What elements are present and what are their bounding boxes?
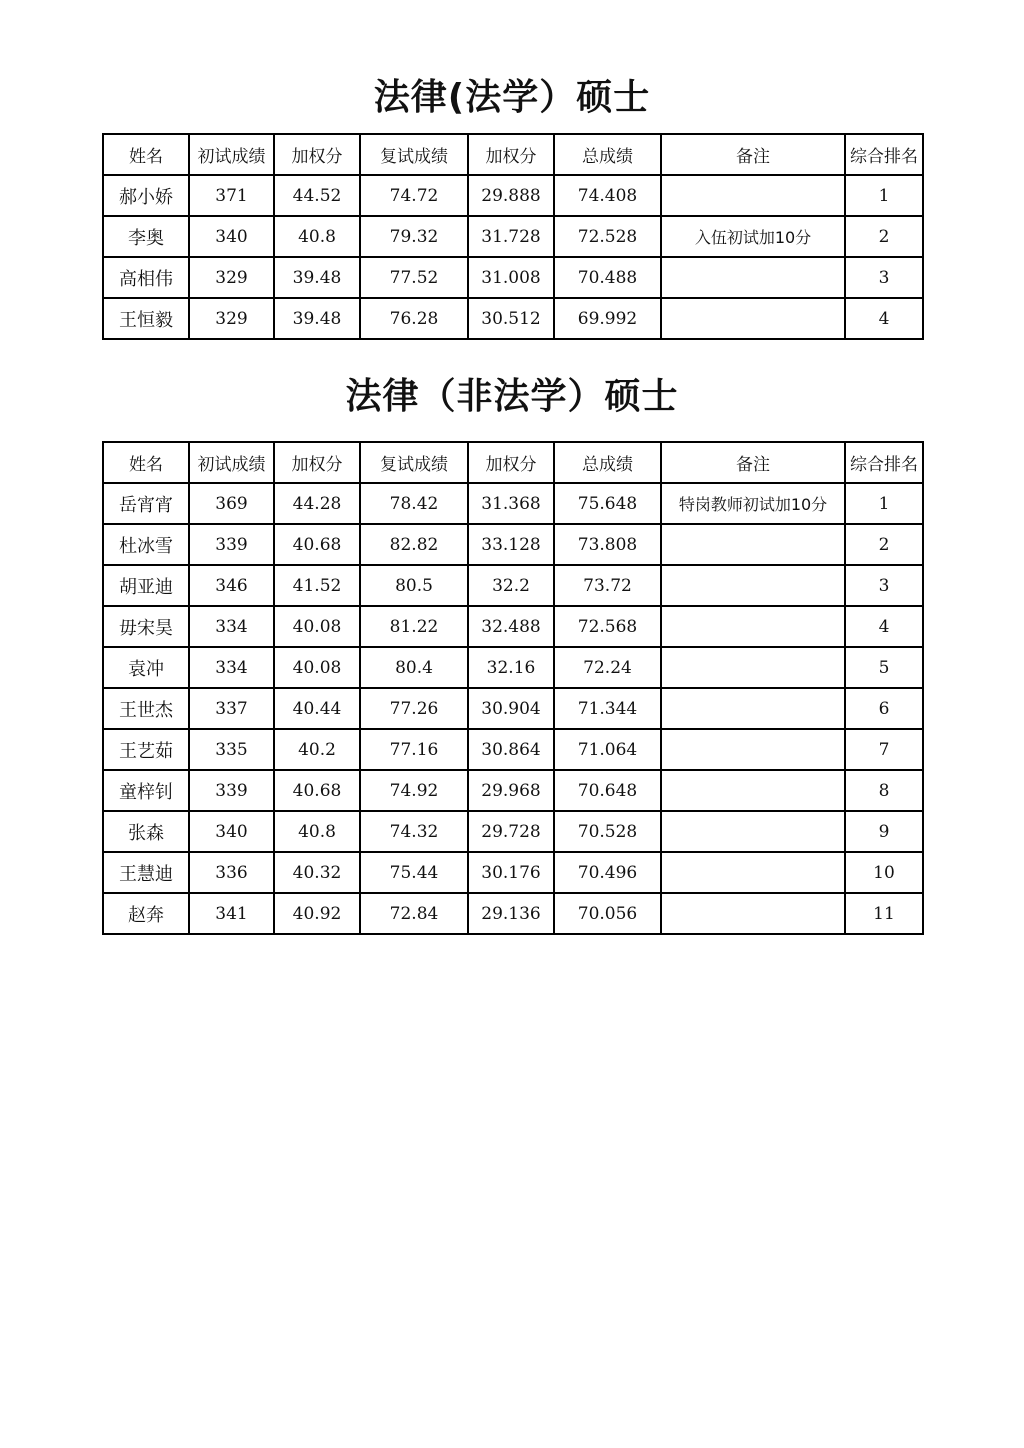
- results-table-law-non-jurisprudence: [102, 441, 924, 935]
- retest-score-cell: 77.26: [360, 688, 468, 729]
- note-cell: 入伍初试加10分: [661, 216, 845, 257]
- name-cell: 杜冰雪: [103, 524, 189, 565]
- header-name: 姓名: [103, 442, 189, 483]
- header-name: 姓名: [103, 134, 189, 175]
- retest-weighted-cell: 32.2: [468, 565, 554, 606]
- note-cell: 特岗教师初试加10分: [661, 483, 845, 524]
- table-row: [103, 298, 923, 339]
- section-title-law-jurisprudence: 法律(法学）硕士: [373, 77, 651, 118]
- rank-cell: 3: [845, 565, 923, 606]
- retest-score-cell: 75.44: [360, 852, 468, 893]
- rank-cell: 5: [845, 647, 923, 688]
- prelim-weighted-cell: 44.52: [274, 175, 360, 216]
- retest-weighted-cell: 32.488: [468, 606, 554, 647]
- prelim-score-cell: 369: [189, 483, 274, 524]
- section-title-law-non-jurisprudence: 法律（非法学）硕士: [345, 376, 679, 417]
- total-score-cell: 75.648: [554, 483, 661, 524]
- prelim-weighted-cell: 40.8: [274, 216, 360, 257]
- note-cell: [661, 257, 845, 298]
- prelim-weighted-cell: 40.32: [274, 852, 360, 893]
- table-row: [103, 893, 923, 934]
- header-retest-score: 复试成绩: [360, 134, 468, 175]
- header-overall-rank: 综合排名: [845, 134, 923, 175]
- retest-weighted-cell: 30.176: [468, 852, 554, 893]
- header-retest-weighted: 加权分: [468, 442, 554, 483]
- name-cell: 胡亚迪: [103, 565, 189, 606]
- prelim-weighted-cell: 40.08: [274, 647, 360, 688]
- prelim-score-cell: 340: [189, 811, 274, 852]
- total-score-cell: 74.408: [554, 175, 661, 216]
- retest-weighted-cell: 30.864: [468, 729, 554, 770]
- retest-score-cell: 81.22: [360, 606, 468, 647]
- name-cell: 高相伟: [103, 257, 189, 298]
- prelim-score-cell: 329: [189, 298, 274, 339]
- table-row: [103, 483, 923, 524]
- header-prelim-weighted: 加权分: [274, 134, 360, 175]
- prelim-score-cell: 341: [189, 893, 274, 934]
- prelim-score-cell: 334: [189, 606, 274, 647]
- header-prelim-weighted: 加权分: [274, 442, 360, 483]
- retest-score-cell: 78.42: [360, 483, 468, 524]
- retest-weighted-cell: 31.728: [468, 216, 554, 257]
- header-prelim-score: 初试成绩: [189, 442, 274, 483]
- name-cell: 王恒毅: [103, 298, 189, 339]
- header-prelim-score: 初试成绩: [189, 134, 274, 175]
- retest-score-cell: 82.82: [360, 524, 468, 565]
- prelim-weighted-cell: 39.48: [274, 257, 360, 298]
- rank-cell: 7: [845, 729, 923, 770]
- retest-weighted-cell: 32.16: [468, 647, 554, 688]
- header-retest-score: 复试成绩: [360, 442, 468, 483]
- retest-score-cell: 77.16: [360, 729, 468, 770]
- prelim-score-cell: 335: [189, 729, 274, 770]
- prelim-weighted-cell: 40.44: [274, 688, 360, 729]
- prelim-score-cell: 336: [189, 852, 274, 893]
- name-cell: 王世杰: [103, 688, 189, 729]
- header-total-score: 总成绩: [554, 134, 661, 175]
- retest-weighted-cell: 29.136: [468, 893, 554, 934]
- total-score-cell: 71.344: [554, 688, 661, 729]
- total-score-cell: 71.064: [554, 729, 661, 770]
- retest-score-cell: 77.52: [360, 257, 468, 298]
- total-score-cell: 73.72: [554, 565, 661, 606]
- prelim-weighted-cell: 40.08: [274, 606, 360, 647]
- note-cell: [661, 893, 845, 934]
- name-cell: 郝小娇: [103, 175, 189, 216]
- prelim-score-cell: 337: [189, 688, 274, 729]
- table-row: [103, 524, 923, 565]
- retest-weighted-cell: 29.888: [468, 175, 554, 216]
- table-row: [103, 729, 923, 770]
- rank-cell: 3: [845, 257, 923, 298]
- total-score-cell: 72.24: [554, 647, 661, 688]
- table-row: [103, 811, 923, 852]
- table-header-row: [103, 134, 923, 175]
- table-row: [103, 852, 923, 893]
- name-cell: 王艺茹: [103, 729, 189, 770]
- total-score-cell: 70.496: [554, 852, 661, 893]
- header-retest-weighted: 加权分: [468, 134, 554, 175]
- total-score-cell: 70.056: [554, 893, 661, 934]
- note-cell: [661, 606, 845, 647]
- prelim-weighted-cell: 40.68: [274, 524, 360, 565]
- table-row: [103, 770, 923, 811]
- total-score-cell: 73.808: [554, 524, 661, 565]
- rank-cell: 2: [845, 524, 923, 565]
- prelim-score-cell: 339: [189, 524, 274, 565]
- rank-cell: 2: [845, 216, 923, 257]
- rank-cell: 4: [845, 298, 923, 339]
- rank-cell: 6: [845, 688, 923, 729]
- prelim-weighted-cell: 39.48: [274, 298, 360, 339]
- retest-weighted-cell: 33.128: [468, 524, 554, 565]
- rank-cell: 10: [845, 852, 923, 893]
- name-cell: 袁冲: [103, 647, 189, 688]
- prelim-weighted-cell: 40.2: [274, 729, 360, 770]
- retest-score-cell: 74.92: [360, 770, 468, 811]
- note-cell: [661, 565, 845, 606]
- prelim-weighted-cell: 44.28: [274, 483, 360, 524]
- table-row: [103, 606, 923, 647]
- note-cell: [661, 811, 845, 852]
- rank-cell: 8: [845, 770, 923, 811]
- total-score-cell: 70.528: [554, 811, 661, 852]
- prelim-weighted-cell: 40.92: [274, 893, 360, 934]
- name-cell: 王慧迪: [103, 852, 189, 893]
- table-row: [103, 688, 923, 729]
- retest-score-cell: 80.5: [360, 565, 468, 606]
- table-row: [103, 565, 923, 606]
- note-cell: [661, 852, 845, 893]
- retest-score-cell: 80.4: [360, 647, 468, 688]
- rank-cell: 1: [845, 483, 923, 524]
- rank-cell: 9: [845, 811, 923, 852]
- table-header-row: [103, 442, 923, 483]
- note-cell: [661, 729, 845, 770]
- table-row: [103, 175, 923, 216]
- note-cell: [661, 298, 845, 339]
- name-cell: 毋宋昊: [103, 606, 189, 647]
- retest-weighted-cell: 30.904: [468, 688, 554, 729]
- table-row: [103, 647, 923, 688]
- prelim-score-cell: 329: [189, 257, 274, 298]
- rank-cell: 4: [845, 606, 923, 647]
- prelim-weighted-cell: 41.52: [274, 565, 360, 606]
- name-cell: 李奥: [103, 216, 189, 257]
- header-note: 备注: [661, 134, 845, 175]
- header-note: 备注: [661, 442, 845, 483]
- name-cell: 童梓钊: [103, 770, 189, 811]
- retest-score-cell: 74.72: [360, 175, 468, 216]
- note-cell: [661, 688, 845, 729]
- retest-weighted-cell: 29.728: [468, 811, 554, 852]
- retest-weighted-cell: 31.368: [468, 483, 554, 524]
- note-cell: [661, 175, 845, 216]
- note-cell: [661, 647, 845, 688]
- prelim-score-cell: 340: [189, 216, 274, 257]
- total-score-cell: 70.648: [554, 770, 661, 811]
- header-total-score: 总成绩: [554, 442, 661, 483]
- name-cell: 岳宵宵: [103, 483, 189, 524]
- total-score-cell: 70.488: [554, 257, 661, 298]
- note-cell: [661, 770, 845, 811]
- prelim-score-cell: 346: [189, 565, 274, 606]
- retest-weighted-cell: 29.968: [468, 770, 554, 811]
- results-table-law-jurisprudence: [102, 133, 924, 340]
- name-cell: 赵奔: [103, 893, 189, 934]
- table-row: [103, 257, 923, 298]
- total-score-cell: 72.528: [554, 216, 661, 257]
- retest-score-cell: 79.32: [360, 216, 468, 257]
- total-score-cell: 72.568: [554, 606, 661, 647]
- note-cell: [661, 524, 845, 565]
- header-overall-rank: 综合排名: [845, 442, 923, 483]
- prelim-score-cell: 334: [189, 647, 274, 688]
- total-score-cell: 69.992: [554, 298, 661, 339]
- retest-weighted-cell: 31.008: [468, 257, 554, 298]
- retest-score-cell: 76.28: [360, 298, 468, 339]
- retest-weighted-cell: 30.512: [468, 298, 554, 339]
- retest-score-cell: 74.32: [360, 811, 468, 852]
- rank-cell: 1: [845, 175, 923, 216]
- rank-cell: 11: [845, 893, 923, 934]
- prelim-weighted-cell: 40.68: [274, 770, 360, 811]
- table-row: [103, 216, 923, 257]
- prelim-score-cell: 371: [189, 175, 274, 216]
- prelim-score-cell: 339: [189, 770, 274, 811]
- prelim-weighted-cell: 40.8: [274, 811, 360, 852]
- name-cell: 张森: [103, 811, 189, 852]
- retest-score-cell: 72.84: [360, 893, 468, 934]
